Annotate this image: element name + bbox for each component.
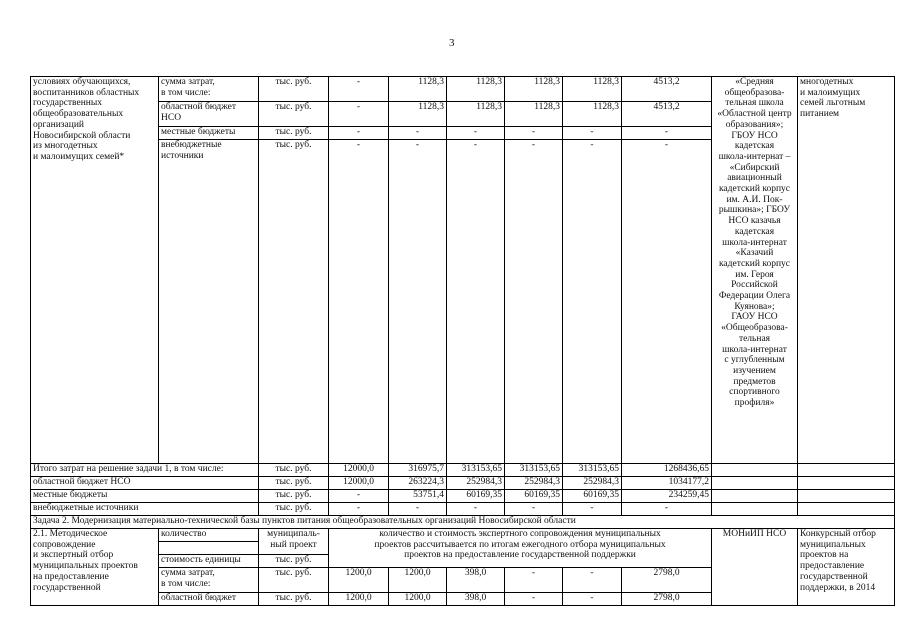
total-label: местные бюджеты <box>31 490 259 503</box>
empty-cell <box>798 477 895 490</box>
result-cell: многодетных и малоимущих семей льготным питанием <box>798 77 895 464</box>
value-cell: 60169,35 <box>563 490 622 503</box>
value-cell: 398,0 <box>447 568 505 593</box>
executor-cell: МОНиИП НСО <box>712 529 798 606</box>
value-cell: - <box>329 503 389 516</box>
unit-cell: тыс. руб. <box>259 102 329 127</box>
value-cell: - <box>622 503 712 516</box>
total-label: внебюджетные источники <box>31 503 259 516</box>
value-cell: 252984,3 <box>563 477 622 490</box>
unit-cell: тыс. руб. <box>259 464 329 477</box>
value-cell: 1034177,2 <box>622 477 712 490</box>
value-cell: 2798,0 <box>622 568 712 593</box>
value-cell: 1200,0 <box>329 593 389 606</box>
value-cell: 1128,3 <box>389 102 447 127</box>
value-cell: 1268436,65 <box>622 464 712 477</box>
empty-cell <box>798 464 895 477</box>
value-cell: - <box>389 127 447 140</box>
measure-name: условиях обучающихся, воспитанников областных государственных общеобразовательных организаций Новосибирской области из многодетных и малоимущих семей* <box>31 77 159 464</box>
total-label: областной бюджет НСО <box>31 477 259 490</box>
value-cell: - <box>505 568 563 593</box>
result-cell: Конкурсный отбор муниципальных проектов на предоставление государственной поддержки, в 2014 <box>798 529 895 606</box>
empty-cell <box>798 503 895 516</box>
value-cell: 313153,65 <box>447 464 505 477</box>
value-cell: - <box>447 140 505 464</box>
value-cell: - <box>447 503 505 516</box>
funding-source: внебюджетные источники <box>159 140 259 464</box>
value-cell: - <box>389 140 447 464</box>
value-cell: 1128,3 <box>447 102 505 127</box>
value-cell: - <box>563 503 622 516</box>
value-cell: 313153,65 <box>563 464 622 477</box>
funding-source: сумма затрат, в том числе: <box>159 568 259 593</box>
empty-cell <box>712 477 798 490</box>
total-label: Итого затрат на решение задачи 1, в том числе: <box>31 464 259 477</box>
indicator-label: количество <box>159 529 259 542</box>
unit-cell: тыс. руб. <box>259 593 329 606</box>
value-cell: - <box>329 127 389 140</box>
value-cell: 4513,2 <box>622 77 712 102</box>
unit-cell: тыс. руб. <box>259 140 329 464</box>
empty-cell <box>798 490 895 503</box>
value-cell: - <box>329 77 389 102</box>
value-cell: - <box>329 102 389 127</box>
executor-cell: «Средняя общеобразова- тельная школа «Областной центр образования»; ГБОУ НСО кадетская школа-интернат – «Сибирский авиационный кадетский корпус им. А.И. Пок- рышкина»; ГБОУ НСО казачья кадетская школа-интернат «Казачий кадетский корпус им. Героя Российской Федерации Олега Куянова»; ГАОУ НСО «Общеобразова- тельная школа-интернат с углубленным изучением предметов спортивного профиля» <box>712 77 798 464</box>
value-cell: 1200,0 <box>389 568 447 593</box>
value-cell: 2798,0 <box>622 593 712 606</box>
empty-cell <box>712 490 798 503</box>
empty-cell <box>712 503 798 516</box>
empty-cell <box>712 464 798 477</box>
value-cell: - <box>563 140 622 464</box>
funding-source: областной бюджет НСО <box>159 102 259 127</box>
total-row <box>31 490 895 503</box>
unit-cell: тыс. руб. <box>259 477 329 490</box>
indicator-label: стоимость единицы <box>159 555 259 568</box>
page-number: 3 <box>449 37 455 49</box>
task-header-row <box>31 516 895 529</box>
value-cell: 1128,3 <box>563 77 622 102</box>
value-cell: - <box>622 127 712 140</box>
unit-cell: тыс. руб. <box>259 568 329 593</box>
funding-source: местные бюджеты <box>159 127 259 140</box>
value-cell: 398,0 <box>447 593 505 606</box>
total-row <box>31 464 895 477</box>
unit-cell: тыс. руб. <box>259 127 329 140</box>
value-cell: - <box>622 140 712 464</box>
funding-source: сумма затрат, в том числе: <box>159 77 259 102</box>
value-cell: 263224,3 <box>389 477 447 490</box>
value-cell: 1128,3 <box>447 77 505 102</box>
value-cell: 53751,4 <box>389 490 447 503</box>
value-cell: 1128,3 <box>505 102 563 127</box>
value-cell: - <box>329 140 389 464</box>
value-cell: 1128,3 <box>389 77 447 102</box>
value-cell: - <box>505 503 563 516</box>
value-cell: - <box>505 140 563 464</box>
unit-cell: муниципаль- ный проект <box>259 529 329 555</box>
value-cell: - <box>505 127 563 140</box>
value-cell: 316975,7 <box>389 464 447 477</box>
value-cell: - <box>505 593 563 606</box>
measure-name: 2.1. Методическое сопровождение и экспертный отбор муниципальных проектов на предоставление государственной <box>31 529 159 606</box>
total-row <box>31 477 895 490</box>
value-cell: - <box>563 593 622 606</box>
program-table <box>30 76 895 606</box>
table-row <box>31 77 895 102</box>
unit-cell: тыс. руб. <box>259 555 329 568</box>
value-cell: 1200,0 <box>329 568 389 593</box>
value-cell: - <box>389 503 447 516</box>
empty-cell <box>159 542 259 555</box>
unit-cell: тыс. руб. <box>259 77 329 102</box>
value-cell: 1128,3 <box>505 77 563 102</box>
value-cell: 60169,35 <box>505 490 563 503</box>
value-cell: - <box>329 490 389 503</box>
value-cell: - <box>447 127 505 140</box>
value-cell: 12000,0 <box>329 464 389 477</box>
value-cell: 252984,3 <box>505 477 563 490</box>
value-cell: 252984,3 <box>447 477 505 490</box>
task-title: Задача 2. Модернизация материально-технической базы пунктов питания общеобразовательных организаций Новосибирской области <box>31 516 895 529</box>
unit-cell: тыс. руб. <box>259 503 329 516</box>
value-cell: - <box>563 568 622 593</box>
value-cell: 234259,45 <box>622 490 712 503</box>
value-cell: 313153,65 <box>505 464 563 477</box>
value-cell: 12000,0 <box>329 477 389 490</box>
unit-cell: тыс. руб. <box>259 490 329 503</box>
value-cell: 60169,35 <box>447 490 505 503</box>
value-cell: 1200,0 <box>389 593 447 606</box>
total-row <box>31 503 895 516</box>
note-cell: количество и стоимость экспертного сопровождения муниципальных проектов рассчитывается по итогам ежегодного отбора муниципальных проектов на предоставление государственной поддержки <box>329 529 712 568</box>
table-row <box>31 529 895 542</box>
funding-source: областной бюджет <box>159 593 259 606</box>
value-cell: 4513,2 <box>622 102 712 127</box>
value-cell: 1128,3 <box>563 102 622 127</box>
value-cell: - <box>563 127 622 140</box>
